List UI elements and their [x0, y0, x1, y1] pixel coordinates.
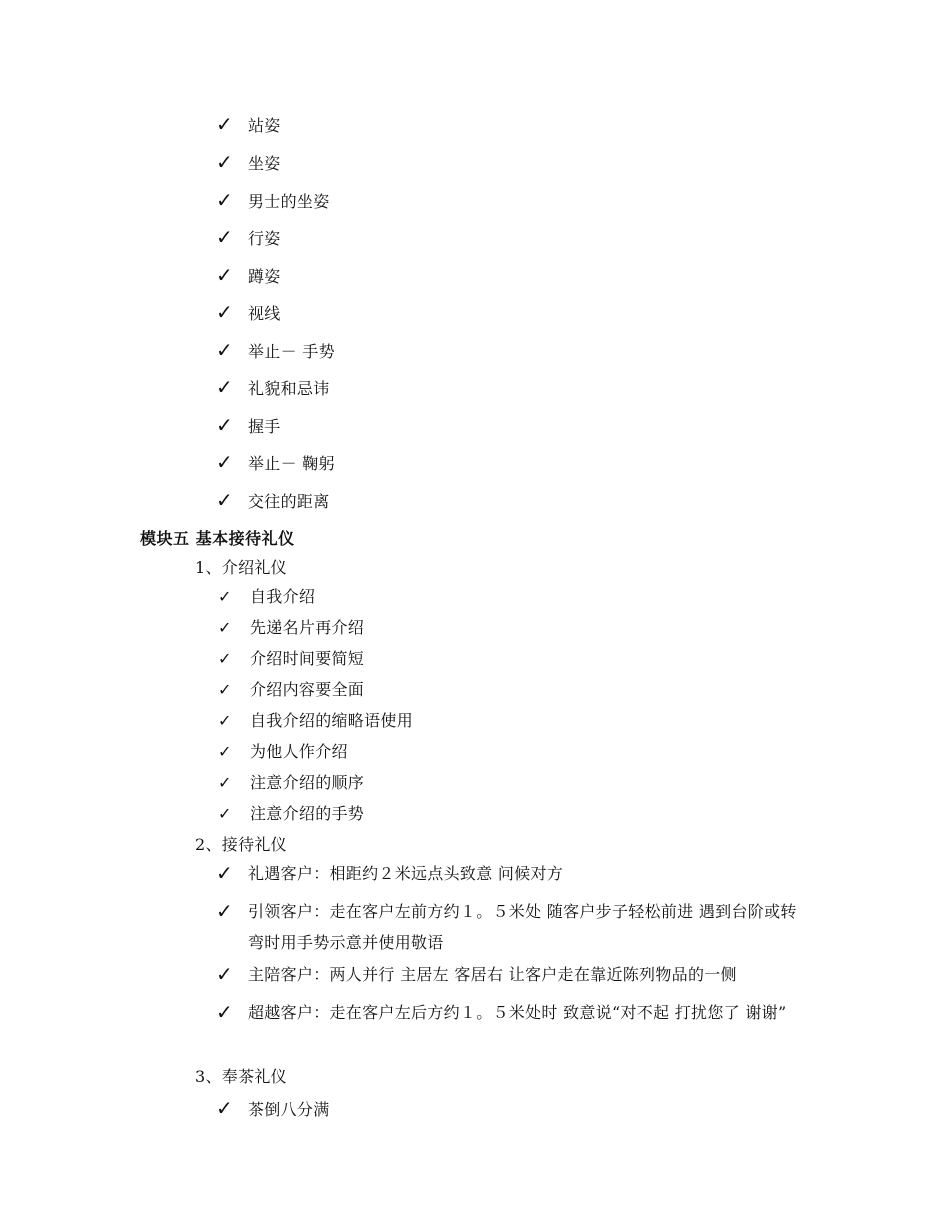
- list-item-text: 注意介绍的顺序: [250, 773, 365, 792]
- check-mark-icon: ✓: [216, 899, 233, 923]
- list-item-text: 行姿: [248, 229, 281, 248]
- section-heading-tea: 3、奉茶礼仪: [195, 1067, 287, 1086]
- list-item: [218, 615, 364, 638]
- list-item-text: 自我介绍的缩略语使用: [250, 711, 414, 730]
- list-item: [216, 861, 816, 889]
- list-item-text: 男士的坐姿: [248, 192, 330, 211]
- check-mark-icon: ✓: [216, 488, 233, 512]
- list-item-text: 超越客户：走在客户左后方约１。５米处时 致意说“对不起 打扰您了 谢谢”: [248, 1003, 787, 1022]
- list-item: [218, 708, 413, 731]
- list-item: [218, 677, 364, 700]
- module-heading: 模块五 基本接待礼仪: [140, 529, 295, 548]
- list-item: [216, 1000, 806, 1028]
- check-mark-icon: ✓: [218, 680, 232, 699]
- check-mark-icon: ✓: [218, 773, 232, 792]
- check-mark-icon: ✓: [216, 413, 233, 437]
- list-item: [216, 488, 330, 512]
- list-item: [216, 962, 816, 990]
- check-mark-icon: ✓: [216, 1000, 233, 1024]
- list-item: [218, 584, 315, 607]
- list-item-text: 坐姿: [248, 154, 281, 173]
- check-mark-icon: ✓: [216, 1096, 233, 1120]
- list-item: [216, 899, 811, 958]
- check-mark-icon: ✓: [216, 150, 233, 174]
- list-item-text: 礼貌和忌讳: [248, 379, 330, 398]
- list-item-text: 引领客户：走在客户左前方约１。５米处 随客户步子轻松前进 遇到台阶或转弯时用手势示意并使用敬语: [248, 902, 797, 952]
- list-item: [216, 375, 330, 399]
- list-item: [216, 300, 281, 324]
- list-item: [216, 188, 330, 212]
- check-mark-icon: ✓: [216, 263, 233, 287]
- list-item-text: 介绍时间要简短: [250, 649, 365, 668]
- list-item-text: 举止－ 鞠躬: [248, 454, 335, 473]
- list-item: [218, 739, 348, 762]
- list-item-text: 举止－ 手势: [248, 342, 335, 361]
- check-mark-icon: ✓: [218, 587, 232, 606]
- list-item: [216, 1096, 330, 1120]
- check-mark-icon: ✓: [218, 649, 232, 668]
- list-item-text: 茶倒八分满: [248, 1100, 330, 1119]
- list-item: [218, 801, 364, 824]
- list-item-text: 主陪客户：两人并行 主居左 客居右 让客户走在靠近陈列物品的一侧: [248, 965, 737, 984]
- list-item-text: 自我介绍: [250, 587, 316, 606]
- check-mark-icon: ✓: [216, 375, 233, 399]
- list-item-text: 注意介绍的手势: [250, 804, 365, 823]
- list-item: [216, 263, 281, 287]
- list-item: [216, 450, 335, 474]
- list-item-text: 为他人作介绍: [250, 742, 348, 761]
- check-mark-icon: ✓: [218, 742, 232, 761]
- check-mark-icon: ✓: [218, 618, 232, 637]
- list-item: [216, 112, 281, 136]
- list-item: [216, 150, 281, 174]
- list-item-text: 视线: [248, 304, 281, 323]
- list-item: [216, 413, 281, 437]
- check-mark-icon: ✓: [218, 804, 232, 823]
- list-item: [216, 338, 335, 362]
- list-item-text: 礼遇客户：相距约２米远点头致意 问候对方: [248, 864, 564, 883]
- check-mark-icon: ✓: [216, 188, 233, 212]
- list-item-text: 蹲姿: [248, 267, 281, 286]
- list-item-text: 握手: [248, 417, 281, 436]
- check-mark-icon: ✓: [216, 962, 233, 986]
- check-mark-icon: ✓: [216, 225, 233, 249]
- list-item: [218, 646, 364, 669]
- list-item-text: 交往的距离: [248, 492, 330, 511]
- check-mark-icon: ✓: [216, 450, 233, 474]
- list-item: [216, 225, 281, 249]
- check-mark-icon: ✓: [216, 861, 233, 885]
- list-item-text: 站姿: [248, 116, 281, 135]
- list-item: [218, 770, 364, 793]
- check-mark-icon: ✓: [216, 338, 233, 362]
- check-mark-icon: ✓: [216, 300, 233, 324]
- list-item-text: 介绍内容要全面: [250, 680, 365, 699]
- list-item-text: 先递名片再介绍: [250, 618, 365, 637]
- check-mark-icon: ✓: [218, 711, 232, 730]
- section-heading-intro: 1、介绍礼仪: [195, 558, 287, 577]
- check-mark-icon: ✓: [216, 112, 233, 136]
- section-heading-reception: 2、接待礼仪: [195, 835, 287, 854]
